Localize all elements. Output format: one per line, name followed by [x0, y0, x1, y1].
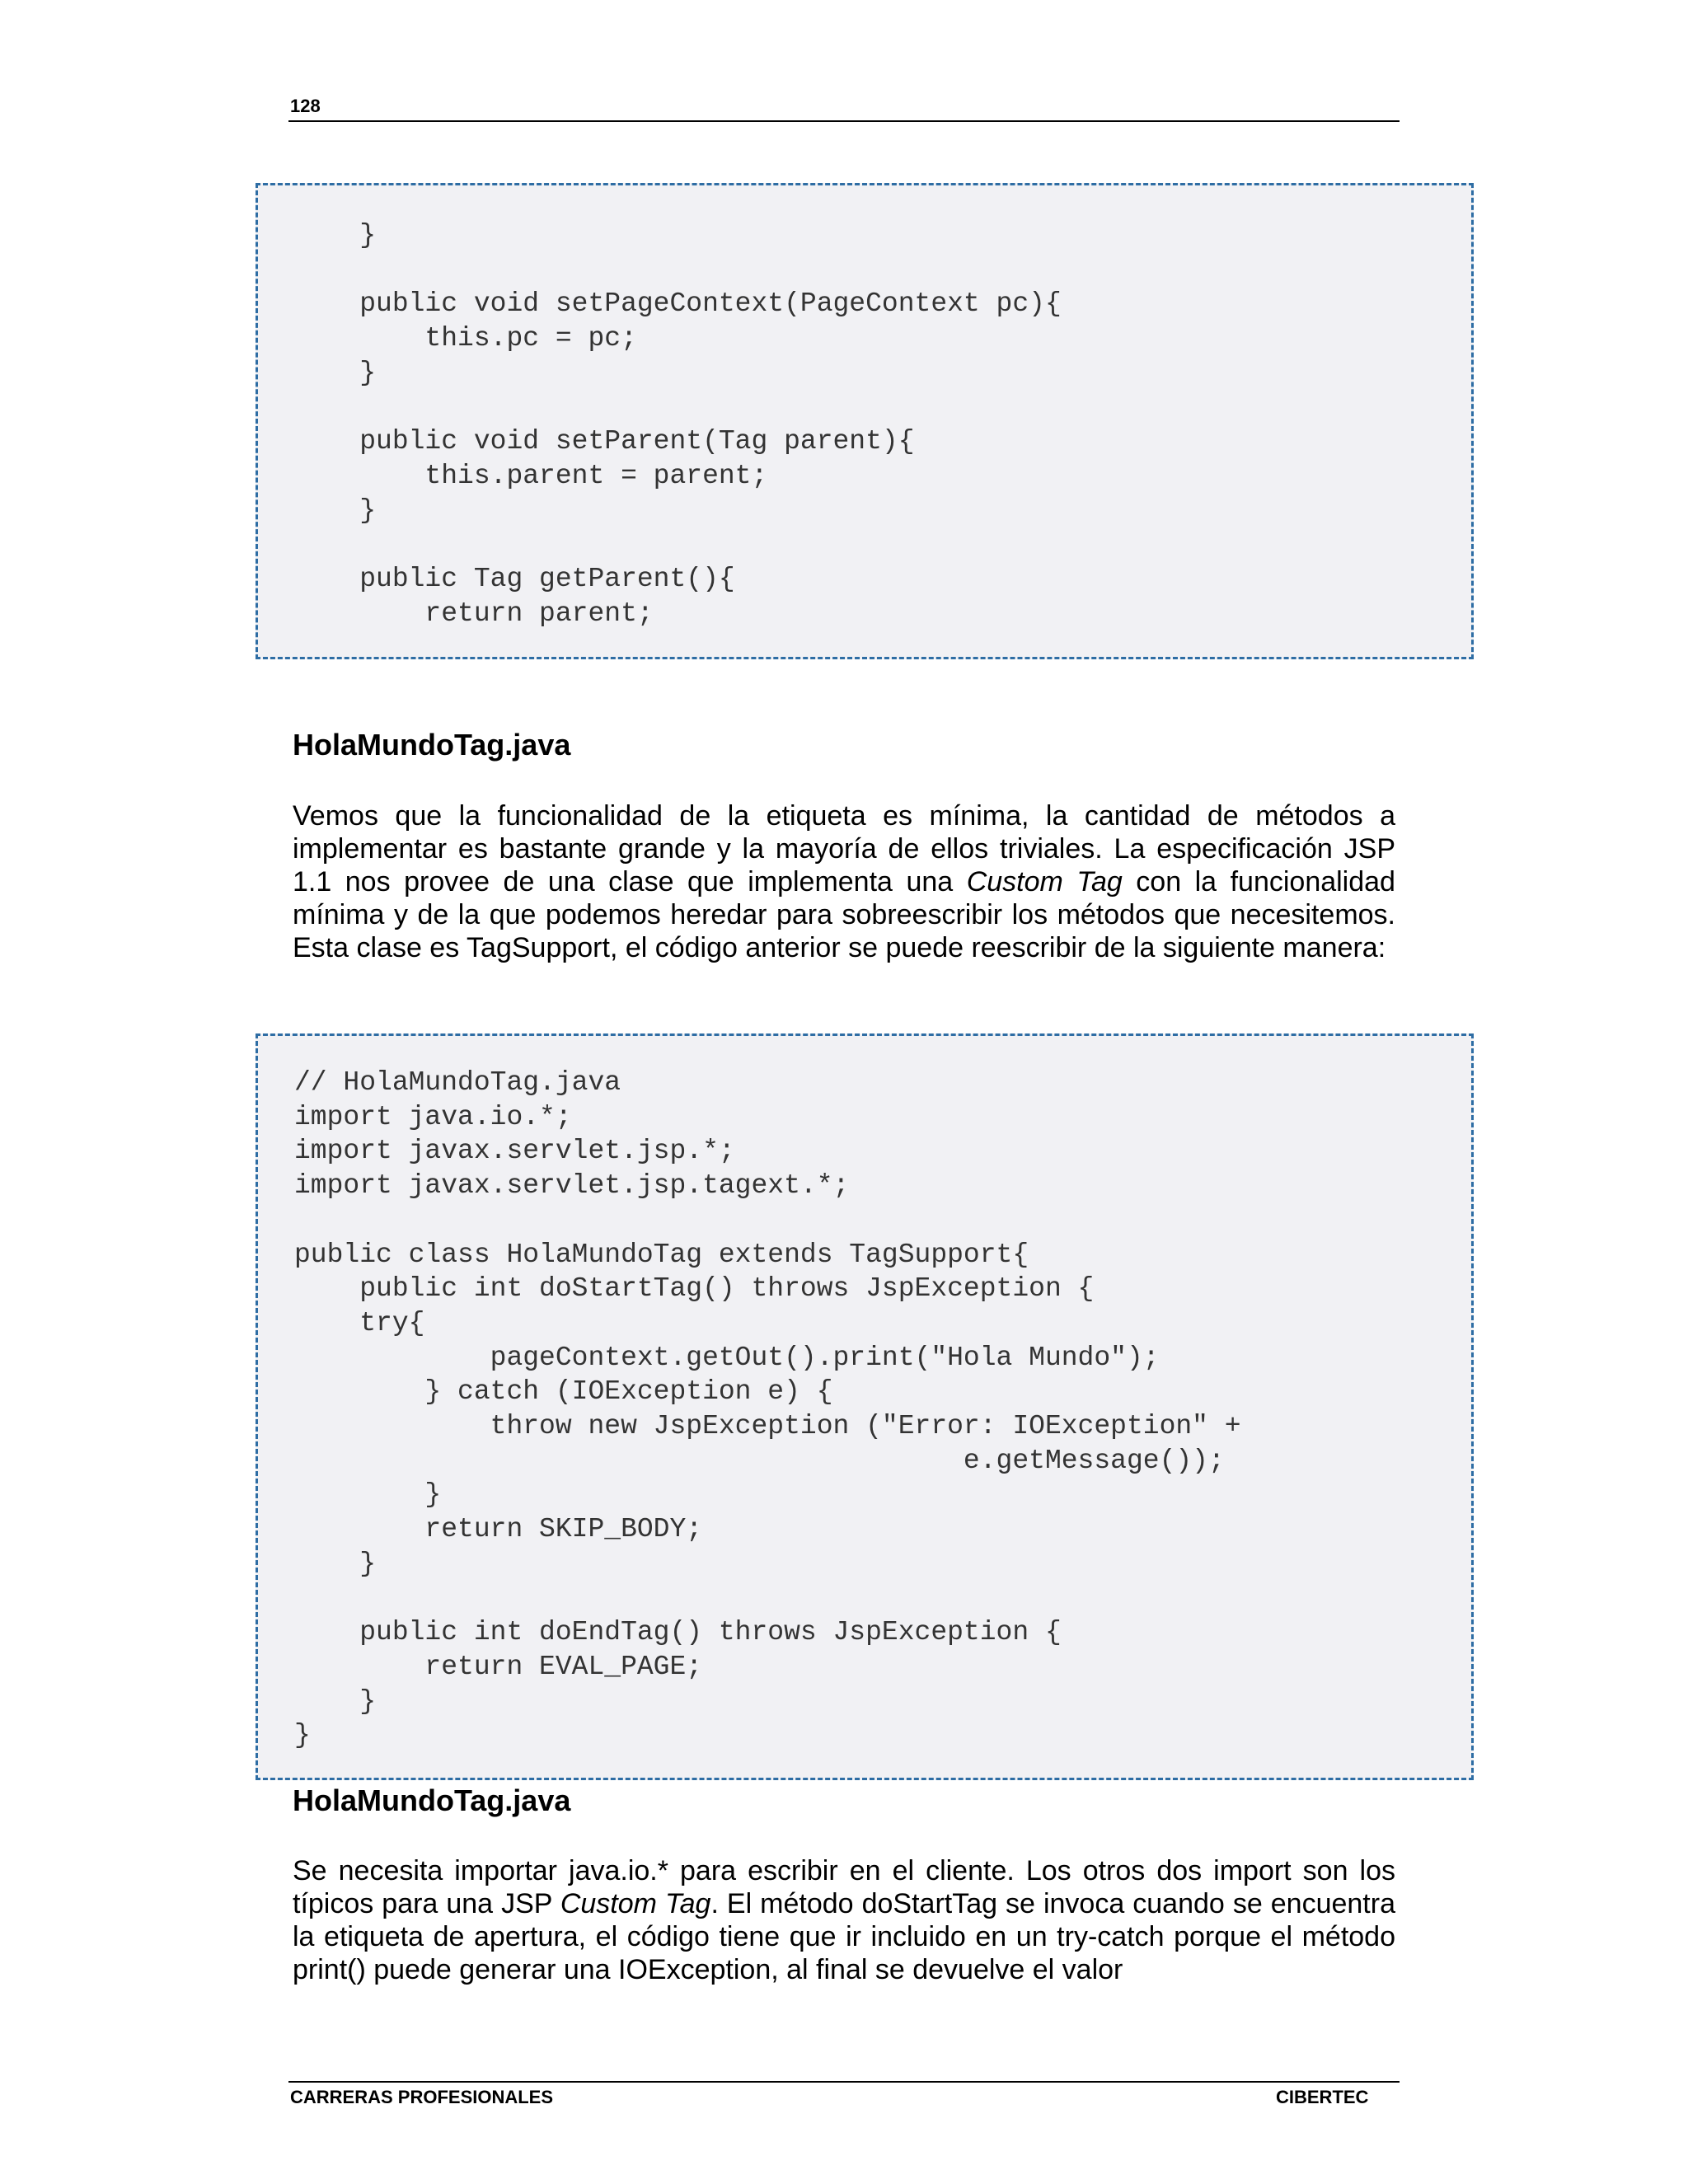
code-block-1 — [256, 183, 1474, 659]
footer-rule — [288, 2081, 1400, 2083]
section-heading-1: HolaMundoTag.java — [293, 728, 571, 762]
paragraph-1-emphasis: Custom Tag — [966, 866, 1123, 898]
page-number: 128 — [290, 96, 321, 116]
section-paragraph-2 — [293, 1854, 1395, 1986]
section-paragraph-1 — [293, 799, 1395, 964]
code-block-2 — [256, 1033, 1474, 1780]
footer-right-label: CIBERTEC — [1276, 2087, 1369, 2107]
paragraph-2-text-b: . El método doStartTag se invoca cuando se encuentra la etiqueta de apertura, el código tiene que ir incluido en un try-catch porque el método print() puede generar una IOException, al final se devuelve el valor — [293, 1888, 1395, 1985]
paragraph-1-text-b: con la funcionalidad mínima y de la que podemos heredar para sobreescribir los métodos que necesitemos. Esta clase es TagSupport, el código anterior se puede reescribir de la siguiente manera: — [293, 866, 1395, 963]
section-heading-2: HolaMundoTag.java — [293, 1783, 571, 1817]
header-rule — [288, 120, 1400, 122]
paragraph-1-text-a: Vemos que la funcionalidad de la etiqueta es mínima, la cantidad de métodos a implementar es bastante grande y la mayoría de ellos triviales. La especificación JSP 1.1 nos provee de una clase que implementa una — [293, 800, 1395, 898]
code-block-2-text: // HolaMundoTag.java import java.io.*; import javax.servlet.jsp.*; import javax.servlet.jsp.tagext.*; public class HolaMundoTag extends TagSupport{ public int doStartTag() throws JspException { try{ pageContext.getOut().print("Hola Mundo"); } catch (IOException e) { throw new JspException ("Error: IOException" + e.getMessage()); } return SKIP_BODY; } public int doEndTag() throws JspException { return EVAL_PAGE; } } — [294, 1067, 1241, 1751]
code-block-1-text: } public void setPageContext(PageContext pc){ this.pc = pc; } public void setParent(Tag parent){ this.parent = parent; } public Tag getParent(){ return parent; — [359, 220, 1062, 629]
footer-left-label: CARRERAS PROFESIONALES — [290, 2087, 554, 2107]
paragraph-2-emphasis: Custom Tag — [560, 1888, 711, 1919]
paragraph-2-text-a: Se necesita importar java.io.* para escribir en el cliente. Los otros dos import son los típicos para una JSP — [293, 1855, 1395, 1919]
